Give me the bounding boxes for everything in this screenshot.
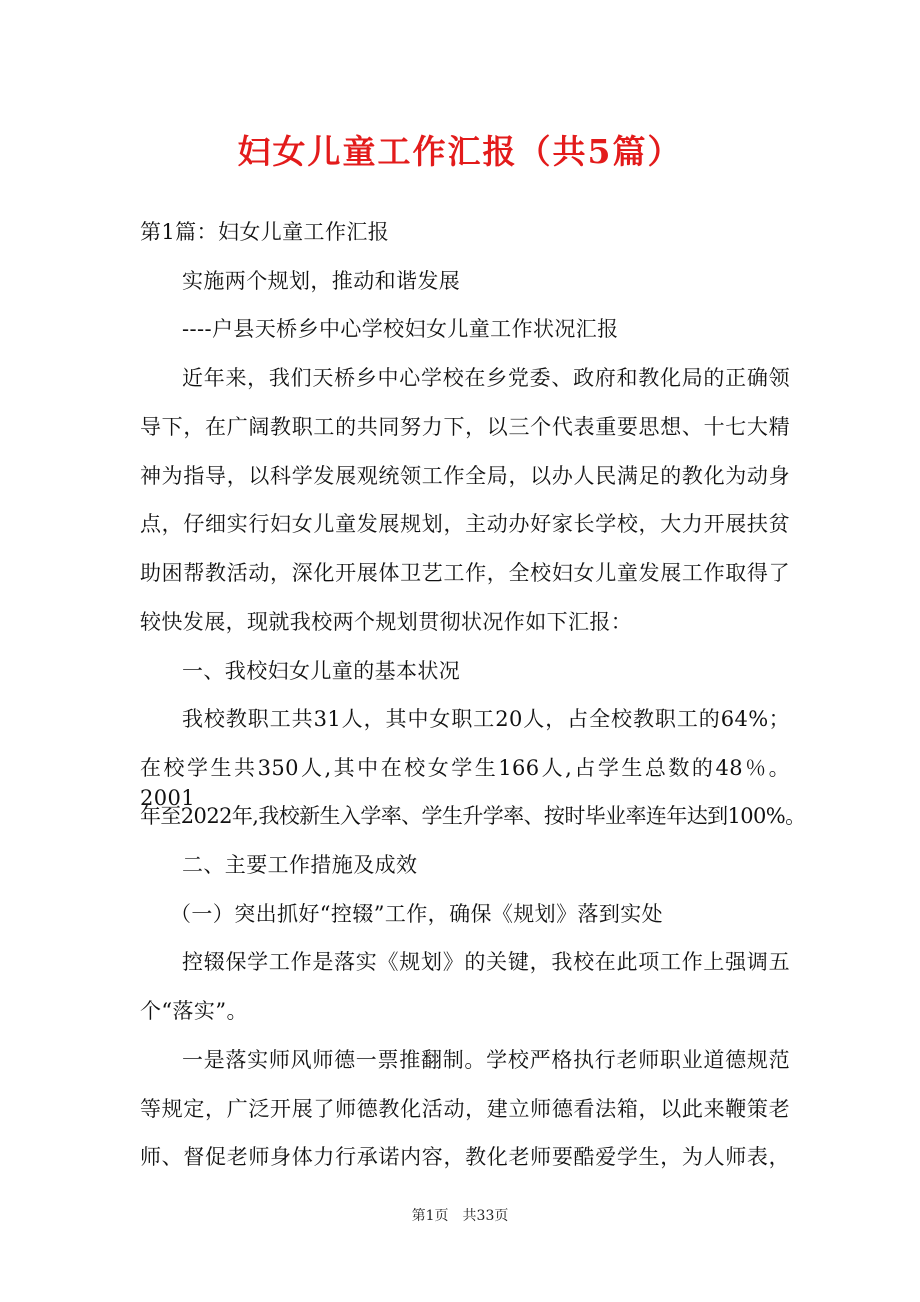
paragraph-line: 实施两个规划，推动和谐发展	[182, 269, 461, 293]
paragraph-line: 在校学生共350人,其中在校女学生166人,占学生总数的48％。2001	[140, 756, 790, 810]
paragraph-line: 神为指导，以科学发展观统领工作全局，以办人民满足的教化为动身	[140, 464, 790, 488]
page-number: 第1页	[411, 1208, 449, 1224]
paragraph-line: ----户县天桥乡中心学校妇女儿童工作状况汇报	[182, 317, 619, 341]
page-footer	[0, 1206, 920, 1226]
paragraph-line: 个“落实”。	[140, 999, 248, 1023]
paragraph-line: 年至2022年,我校新生入学率、学生升学率、按时毕业率连年达到100%。	[140, 804, 806, 828]
subheading-line: （一）突出抓好“控辍”工作，确保《规划》落到实处	[170, 902, 664, 926]
section-heading-part1: 第1篇：妇女儿童工作汇报	[140, 220, 390, 244]
paragraph-line: 我校教职工共31人，其中女职工20人，占全校教职工的64%；	[182, 707, 790, 731]
subheading-line: 二、主要工作措施及成效	[182, 853, 418, 877]
paragraph-line: 等规定，广泛开展了师德教化活动，建立师德看法箱，以此来鞭策老	[140, 1097, 790, 1121]
document-title: 妇女儿童工作汇报（共5篇）	[237, 132, 683, 171]
paragraph-line: 近年来，我们天桥乡中心学校在乡党委、政府和教化局的正确领	[182, 366, 790, 390]
paragraph-line: 点，仔细实行妇女儿童发展规划，主动办好家长学校，大力开展扶贫	[140, 512, 790, 536]
paragraph-line: 导下，在广阔教职工的共同努力下，以三个代表重要思想、十七大精	[140, 415, 790, 439]
paragraph-line: 较快发展，现就我校两个规划贯彻状况作如下汇报：	[140, 610, 633, 634]
paragraph-line: 师、督促老师身体力行承诺内容，教化老师要酷爱学生，为人师表，	[140, 1145, 790, 1169]
page-total: 共33页	[462, 1208, 509, 1224]
subheading-line: 一、我校妇女儿童的基本状况	[182, 659, 461, 683]
paragraph-line: 一是落实师风师德一票推翻制。学校严格执行老师职业道德规范	[182, 1048, 790, 1072]
paragraph-line: 控辍保学工作是落实《规划》的关键，我校在此项工作上强调五	[182, 950, 790, 974]
paragraph-line: 助困帮教活动，深化开展体卫艺工作，全校妇女儿童发展工作取得了	[140, 561, 790, 585]
